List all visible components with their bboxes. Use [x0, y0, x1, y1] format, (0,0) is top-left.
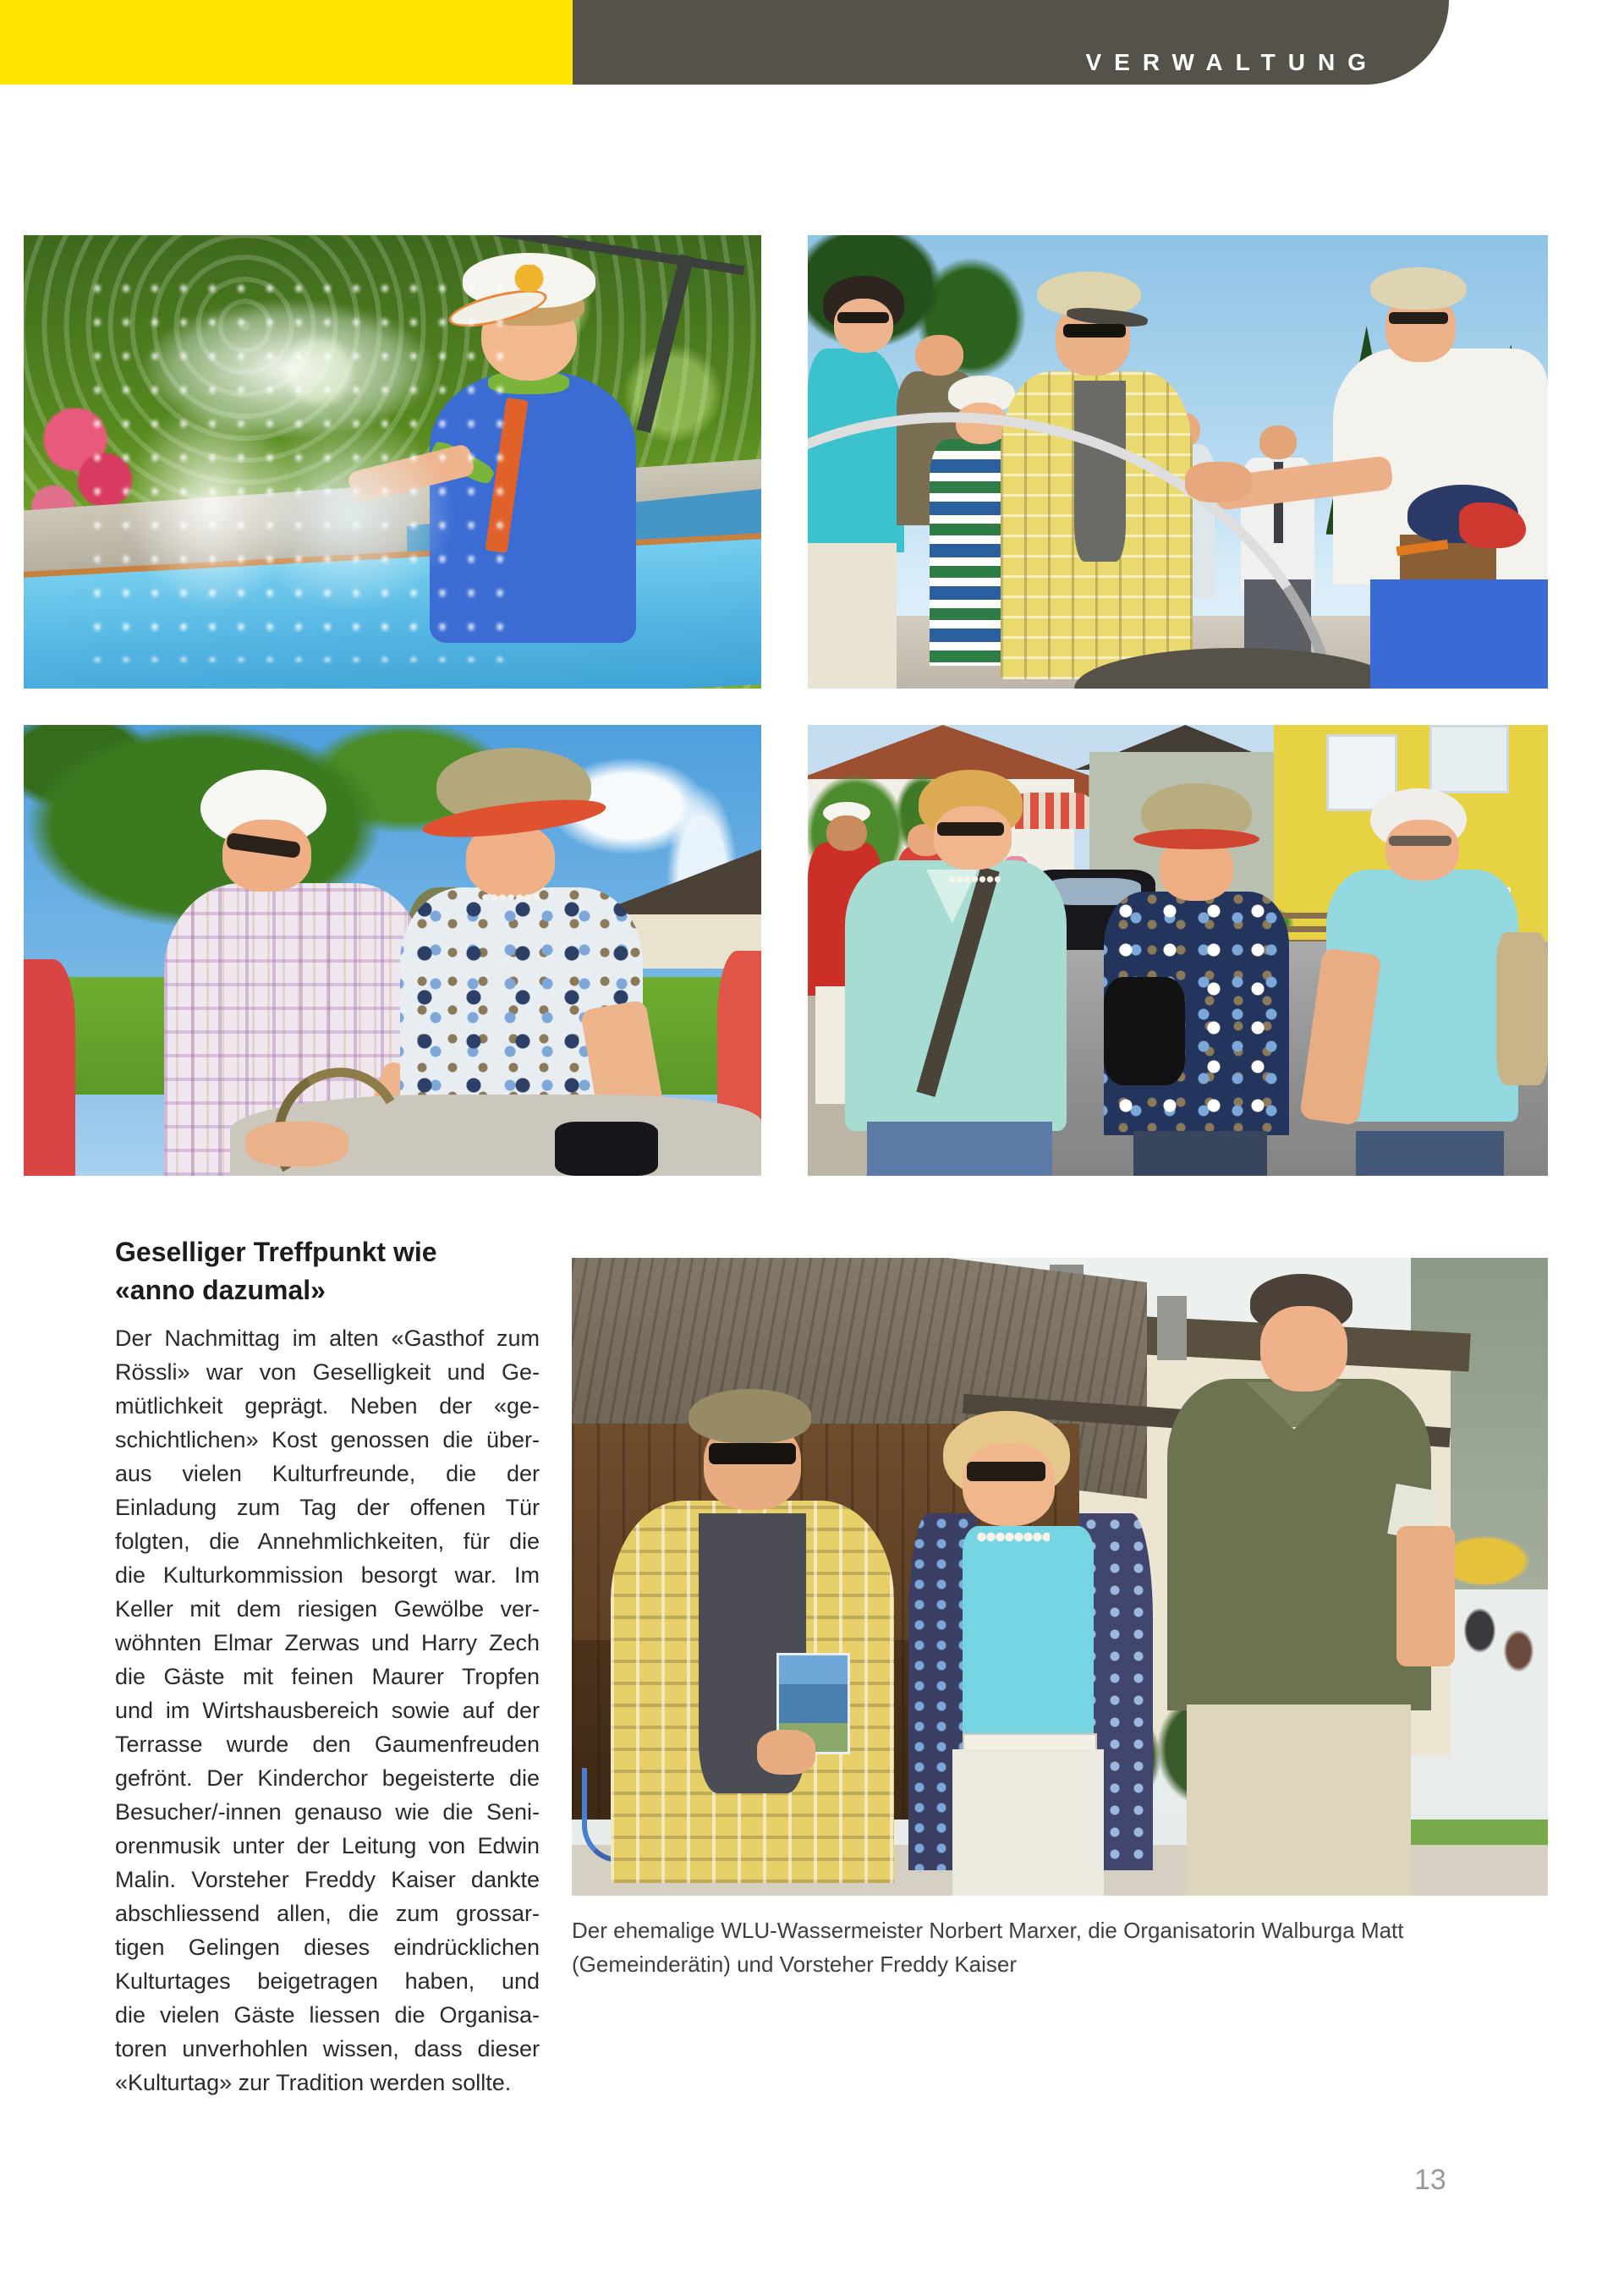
- woven-bag: [1496, 932, 1548, 1085]
- body-line-19: tigen Gelingen dieses eindrücklichen: [115, 1935, 540, 1960]
- window: [1429, 725, 1509, 793]
- water-splash: [83, 272, 511, 661]
- matt-face: [963, 1443, 1056, 1526]
- body-line-2: Rössli» war von Geselligkeit und Ge-: [115, 1359, 540, 1385]
- bystander-red-shirt: [24, 959, 75, 1176]
- body-line-8: die Kulturkommission besorgt war. Im: [115, 1562, 540, 1588]
- body-line-9: Keller mit dem riesigen Gewölbe ver-: [115, 1596, 540, 1622]
- sunglasses: [709, 1443, 797, 1465]
- woman-jeans: [1133, 1131, 1267, 1176]
- body-line-6: Einladung zum Tag der offenen Tür: [115, 1495, 540, 1520]
- kaiser-olive-polo: [1167, 1379, 1431, 1710]
- pearl-necklace: [977, 1529, 1051, 1545]
- body-line-7: folgten, die Annehmlichkeiten, für die: [115, 1529, 540, 1554]
- body-line-10: wöhnten Elmar Zerwas und Harry Zech: [115, 1630, 540, 1655]
- woman-jeans: [867, 1122, 1052, 1176]
- body-line-20: Kulturtages beigetragen haben, und: [115, 1968, 540, 1994]
- kaiser-cream-trousers: [1187, 1704, 1411, 1896]
- section-title: VERWALTUNG: [1085, 49, 1379, 75]
- kaiser-face: [1260, 1306, 1348, 1392]
- photo-boy-splashing-water: [24, 235, 761, 689]
- woman-face: [934, 806, 1012, 870]
- woman-face: [1385, 820, 1460, 881]
- caption-line-1: Der ehemalige WLU-Wassermeister Norbert Marxer, die Organisatorin Walburga Matt: [572, 1918, 1404, 1943]
- eyeglasses: [1389, 836, 1451, 847]
- body-line-15: Besucher/-innen genauso wie die Seni-: [115, 1799, 540, 1825]
- matt-turquoise-top: [963, 1526, 1095, 1743]
- body-line-21: die vielen Gäste liessen die Organisa-: [115, 2002, 540, 2028]
- accent-yellow-block: [0, 0, 573, 85]
- sunglasses: [1063, 324, 1126, 338]
- body-line-16: orenmusik unter der Leitung von Edwin: [115, 1833, 540, 1858]
- body-line-3: mütlichkeit geprägt. Neben der «ge-: [115, 1393, 540, 1419]
- photo-three-people-old-inn: [572, 1258, 1548, 1896]
- bucket-hat-brim: [1133, 829, 1259, 849]
- matt-white-pants: [952, 1749, 1104, 1896]
- gripping-hands: [1185, 462, 1252, 502]
- pearl-necklace: [948, 874, 1000, 885]
- article-heading-line-1: Geselliger Treffpunkt wie: [115, 1237, 437, 1267]
- article-heading: [115, 1233, 437, 1309]
- marxer-cap: [689, 1389, 810, 1443]
- background-man-face: [1259, 425, 1297, 459]
- background-people: [1451, 1589, 1548, 1692]
- woman-face: [222, 820, 311, 892]
- chimney: [1157, 1296, 1187, 1359]
- black-handbag: [555, 1122, 658, 1176]
- photo-caption: [572, 1913, 1502, 1981]
- article-heading-line-2: «anno dazumal»: [115, 1275, 326, 1305]
- sunglasses: [937, 822, 1004, 836]
- body-line-12: und im Wirtshausbereich sowie auf der: [115, 1698, 540, 1723]
- article-body: [115, 1321, 540, 2100]
- body-line-13: Terrasse wurde den Gaumenfreuden: [115, 1732, 540, 1757]
- marxer-hand: [757, 1730, 815, 1775]
- pearl-necklace: [481, 892, 540, 903]
- photo-two-women-fountain: [24, 725, 761, 1176]
- sunglasses: [967, 1462, 1045, 1481]
- black-handbag: [1104, 977, 1185, 1085]
- kaiser-arm: [1396, 1526, 1455, 1666]
- caption-line-2: (Gemeinderätin) und Vorsteher Freddy Kaiser: [572, 1951, 1018, 1977]
- walker-face: [826, 815, 867, 852]
- body-line-4: schichtlichen» Kost genossen die über-: [115, 1427, 540, 1452]
- body-line-18: abschliessend allen, die zum grossar-: [115, 1901, 540, 1926]
- body-line-17: Malin. Vorsteher Freddy Kaiser dankte: [115, 1867, 540, 1892]
- red-white-canopy: [1015, 793, 1089, 829]
- photo-group-walking-street: [808, 725, 1548, 1176]
- elder-man-cap: [1370, 267, 1467, 310]
- body-line-14: gefrönt. Der Kinderchor begeisterte die: [115, 1765, 540, 1791]
- body-line-11: die Gäste mit feinen Maurer Tropfen: [115, 1664, 540, 1689]
- body-line-1: Der Nachmittag im alten «Gasthof zum: [115, 1326, 540, 1351]
- woman-face: [834, 299, 893, 353]
- body-line-22: toren unverhohlen wissen, dass dieser: [115, 2036, 540, 2061]
- body-line-23: «Kulturtag» zur Tradition werden sollte.: [115, 2070, 512, 2095]
- sunglasses: [837, 312, 889, 323]
- sunglasses: [1389, 312, 1448, 324]
- woman-jeans: [1356, 1131, 1504, 1176]
- hands-at-spout: [245, 1122, 348, 1166]
- child-blue-shirt: [1370, 579, 1548, 689]
- body-line-5: aus vielen Kulturfreunde, die der: [115, 1461, 540, 1486]
- boy-cap-patch: [511, 265, 548, 292]
- man-face: [915, 335, 963, 376]
- section-header-bar: [573, 0, 1449, 85]
- photo-fountain-handshake: [808, 235, 1548, 689]
- page-number: 13: [1414, 2164, 1446, 2196]
